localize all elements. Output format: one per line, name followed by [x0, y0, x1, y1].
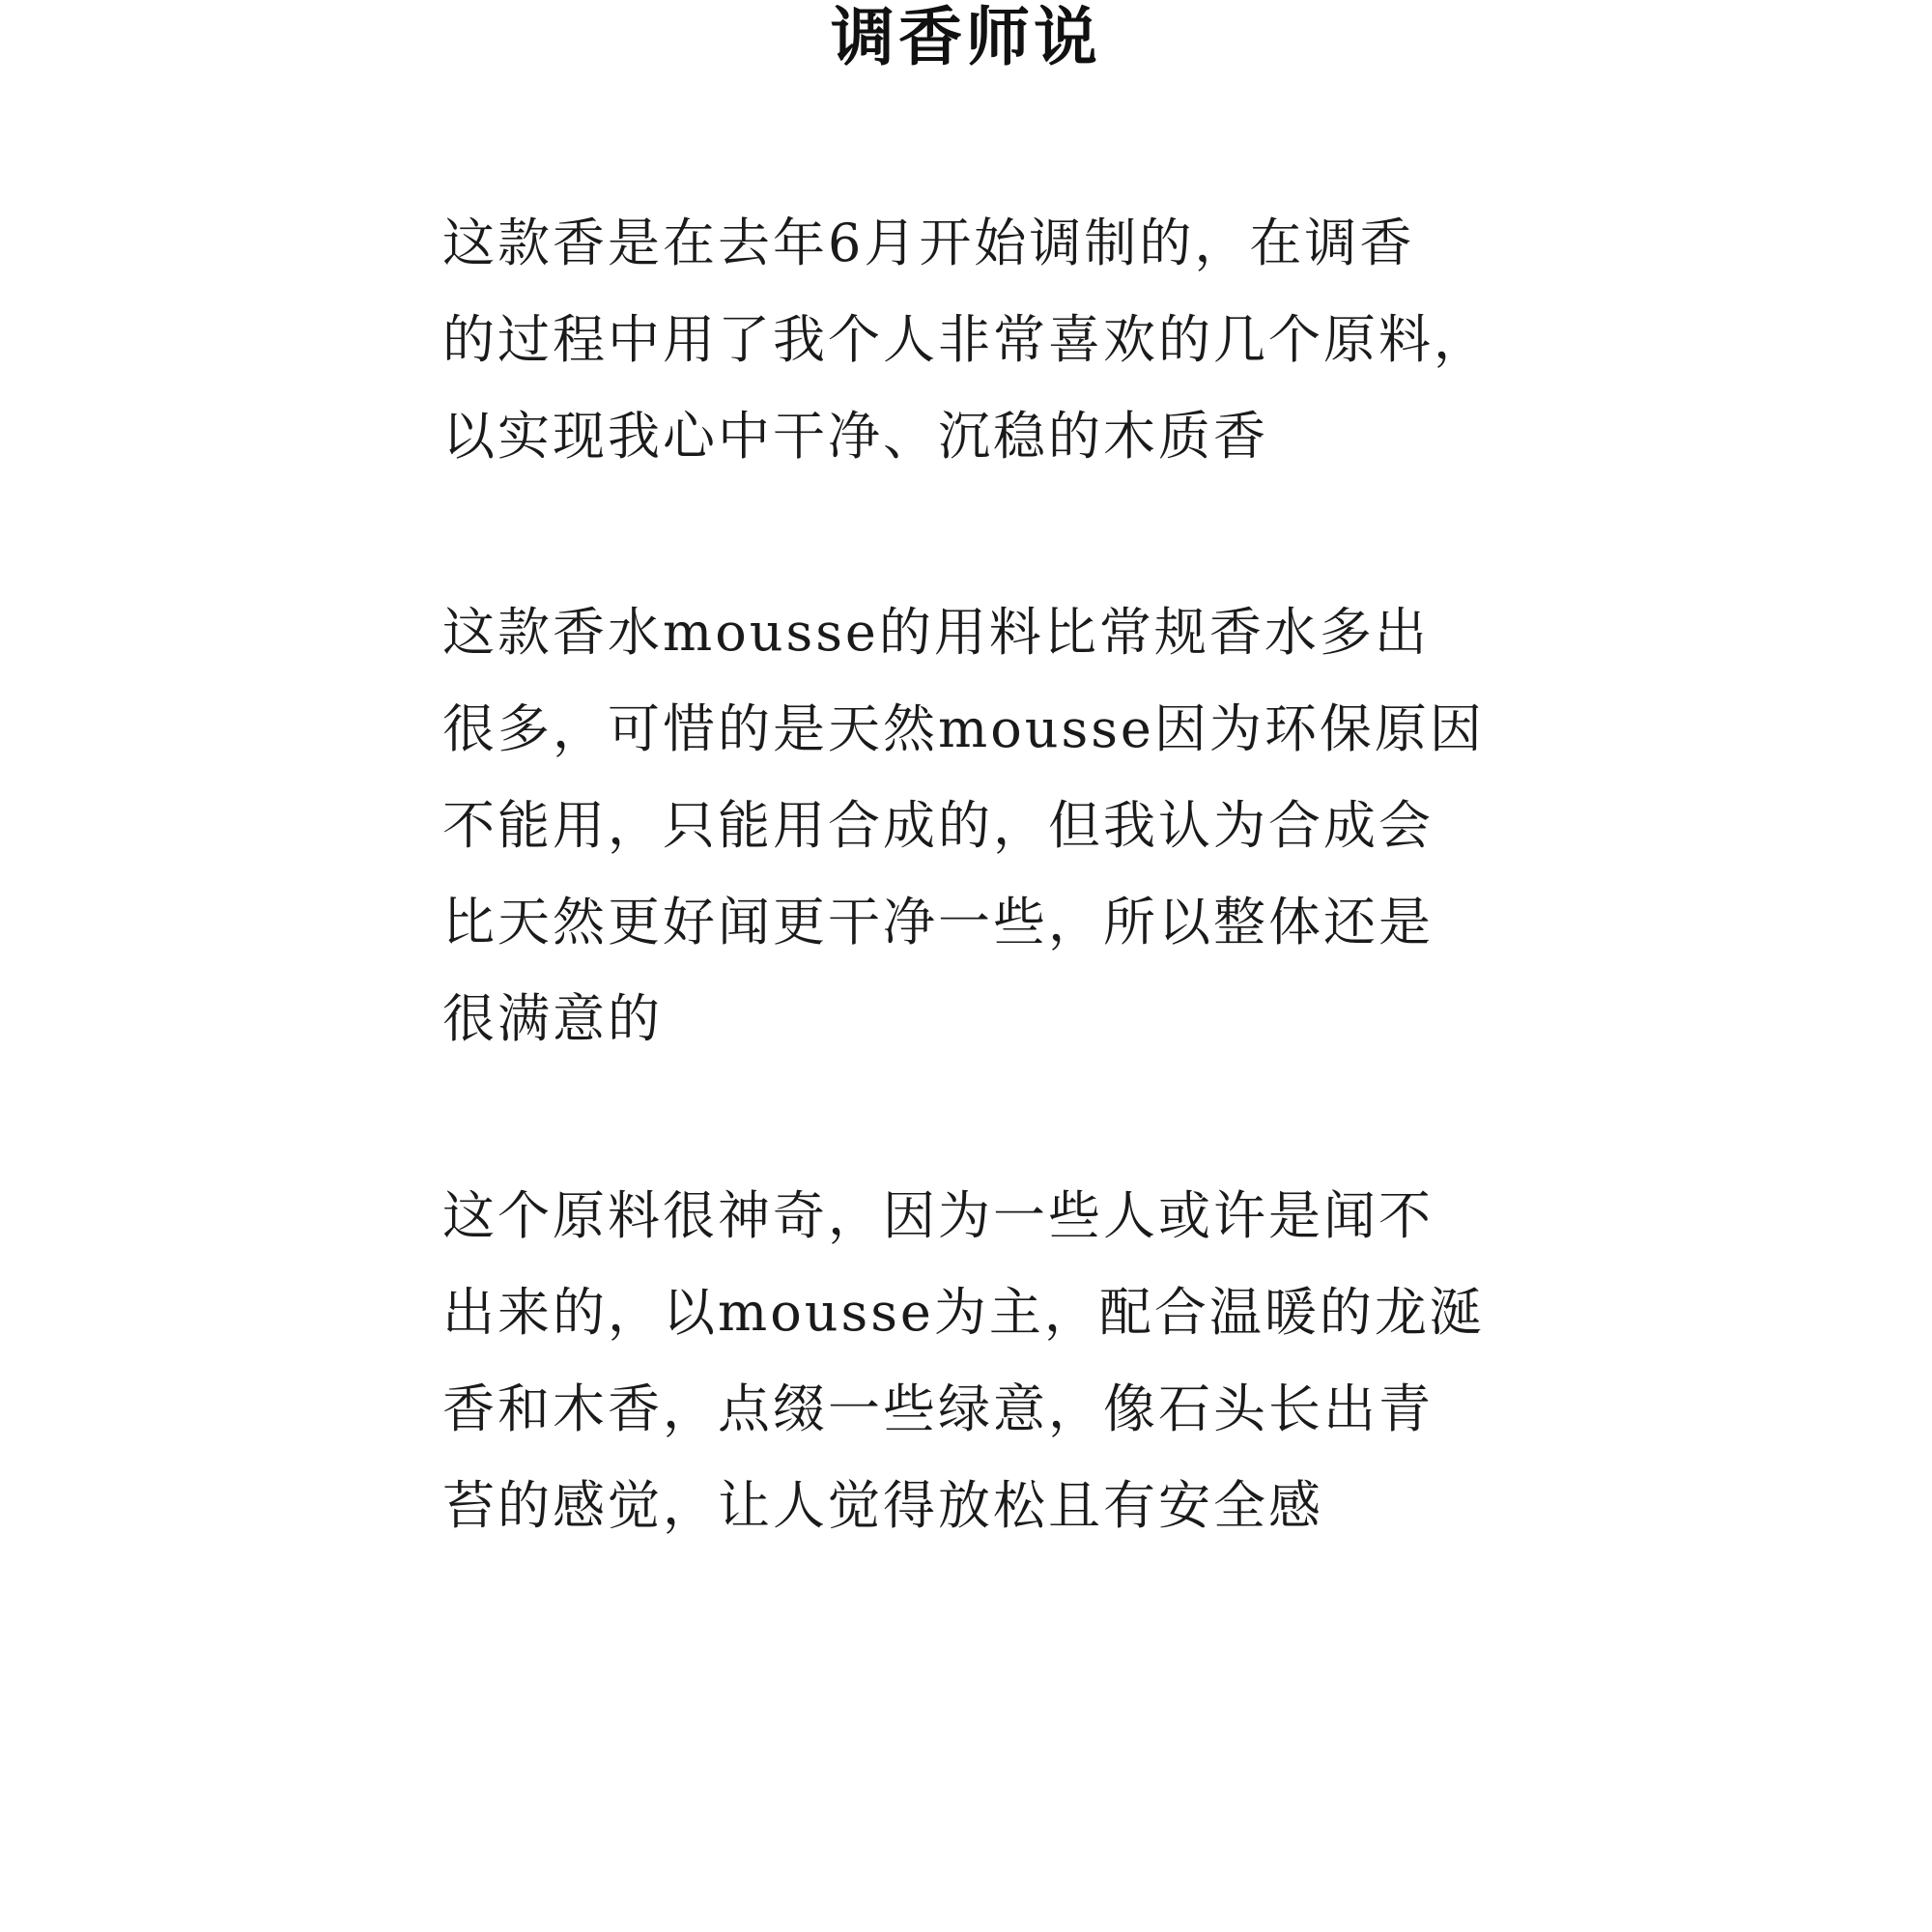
- paragraph-line: 很满意的: [442, 988, 663, 1049]
- paragraph-line: 这款香是在去年6月开始调制的，在调香: [442, 213, 1415, 273]
- paragraph-line: 比天然更好闻更干净一些，所以整体还是: [442, 892, 1434, 952]
- paragraph-line: 香和木香，点缀一些绿意，像石头长出青: [442, 1378, 1434, 1439]
- paragraph-line: 出来的，以mousse为主，配合温暖的龙涎: [442, 1282, 1485, 1343]
- paragraph-line: 以实现我心中干净、沉稳的木质香: [442, 406, 1268, 467]
- paragraph-1: [442, 195, 1515, 485]
- paragraph-line: 不能用，只能用合成的，但我认为合成会: [442, 795, 1434, 856]
- paragraph-line: 这款香水mousse的用料比常规香水多出: [442, 602, 1430, 663]
- paragraph-line: 很多，可惜的是天然mousse因为环保原因: [442, 698, 1485, 759]
- paragraph-line: 这个原料很神奇，因为一些人或许是闻不: [442, 1185, 1434, 1246]
- paragraph-line: 苔的感觉，让人觉得放松且有安全感: [442, 1475, 1323, 1536]
- page-title: 调香师说: [831, 0, 1101, 74]
- paragraph-line: 的过程中用了我个人非常喜欢的几个原料，: [442, 309, 1489, 370]
- paragraph-3: [442, 1168, 1515, 1554]
- paragraph-2: [442, 584, 1515, 1067]
